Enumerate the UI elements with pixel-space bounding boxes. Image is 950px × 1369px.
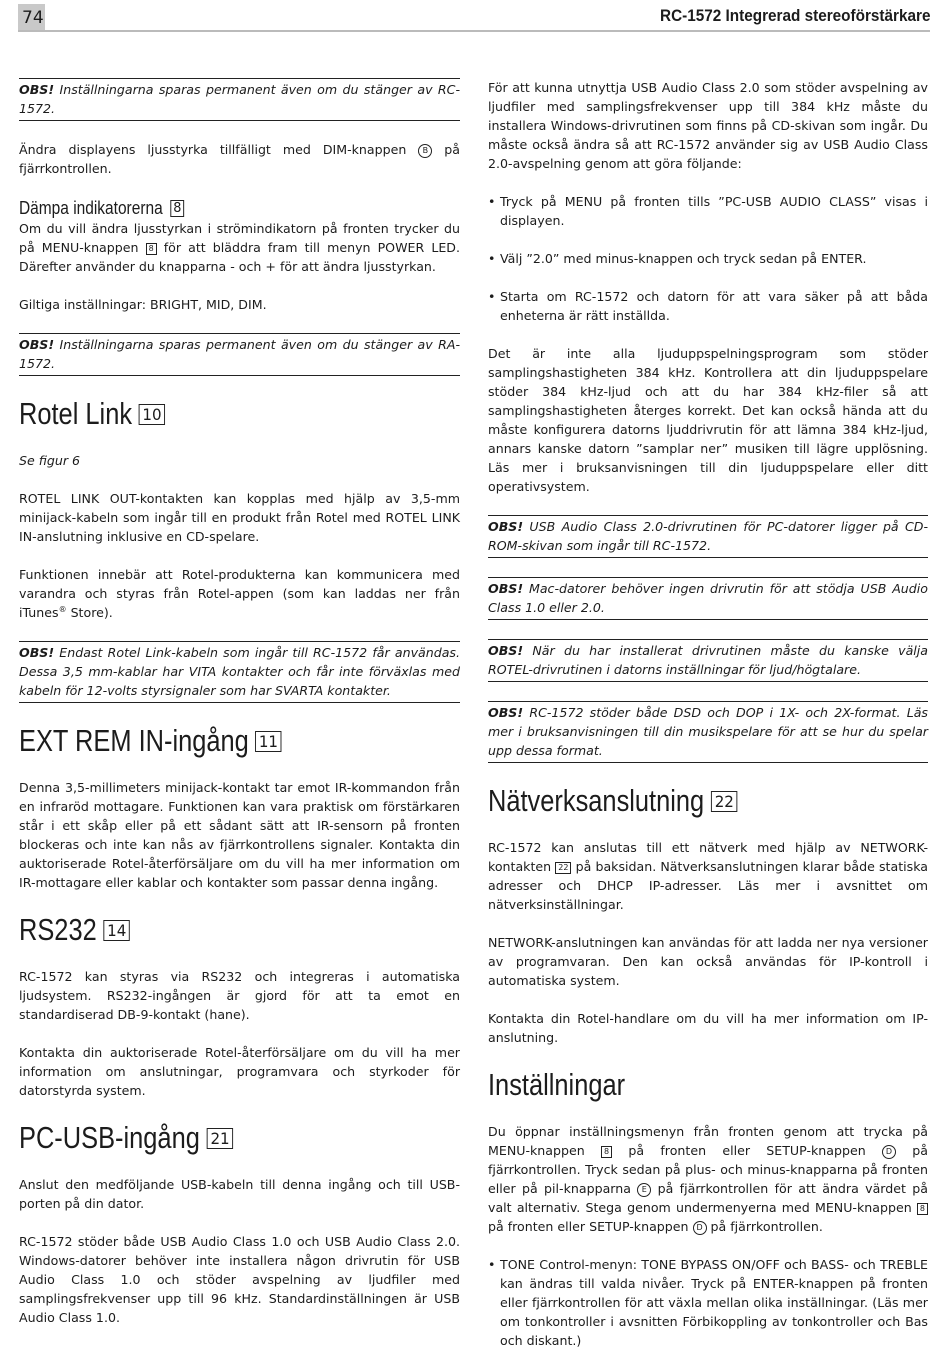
list-item xyxy=(488,1255,928,1350)
note-label: OBS! xyxy=(19,645,55,660)
rotel-link-heading xyxy=(19,395,381,433)
registered-mark: ® xyxy=(58,604,67,614)
list-item-text: Starta om RC-1572 och datorn för att vara säker på att båda enheterna är rätt inställda. xyxy=(500,289,928,323)
pc-usb-paragraph-2: RC-1572 stöder både USB Audio Class 1.0 och USB Audio Class 2.0. Windows-datorer behöver inte installera någon drivrutin för USB Audio Class 1.0 och stöder avspelning av ljudfiler med samplingsfrekvenser upp till 96 kHz. Standardinställningen är USB Audio Class 1.0. xyxy=(19,1234,460,1325)
settings-text: på fjärrkontrollen. Tryck sedan på plus- och minus-knapparna på fronten eller på pil-knapparna xyxy=(488,1143,928,1196)
network-paragraph-2: NETWORK-anslutningen kan användas för att ladda ner nya versioner av programvaran. Den kan också användas för IP-kontroll i automatiska system. xyxy=(488,935,928,988)
left-column xyxy=(19,78,460,1327)
note-text: Inställningarna sparas permanent även om du stänger av RA-1572. xyxy=(19,337,460,371)
front-key-8-icon: 8 xyxy=(146,243,157,255)
ext-rem-title: EXT REM IN-ingång xyxy=(19,723,249,758)
rear-connector-22-icon: 22 xyxy=(555,862,571,874)
callout-number-icon: 22 xyxy=(711,791,738,812)
note-text: Inställningarna sparas permanent även om du stänger av RC-1572. xyxy=(19,82,460,116)
note-label: OBS! xyxy=(19,82,55,97)
dampa-text-end: för att bläddra fram till menyn POWER LED. Därefter använder du knapparna - och + för att ändra ljusstyrkan. xyxy=(19,240,460,274)
note-label: OBS! xyxy=(488,643,524,658)
rs232-heading xyxy=(19,911,381,949)
front-key-8-icon: 8 xyxy=(917,1203,928,1215)
note-driver-cdrom xyxy=(488,515,928,558)
bullet-icon: • xyxy=(488,251,496,266)
list-item xyxy=(488,249,928,268)
pc-usb-title: PC-USB-ingång xyxy=(19,1120,200,1155)
callout-number-icon: 10 xyxy=(139,404,166,425)
list-item xyxy=(488,287,928,325)
settings-paragraph xyxy=(488,1122,928,1236)
note-label: OBS! xyxy=(488,581,524,596)
bullet-icon: • xyxy=(488,1257,496,1272)
front-key-8-icon: 8 xyxy=(601,1146,612,1158)
note-text: USB Audio Class 2.0-drivrutinen för PC-datorer ligger på CD-ROM-skivan som ingår till RC-1572. xyxy=(488,519,928,553)
note-dsd-dop xyxy=(488,701,928,763)
note-settings-rc xyxy=(19,78,460,121)
dampa-title: Dämpa indikatorerna xyxy=(19,198,163,218)
callout-number-icon: 8 xyxy=(170,200,184,217)
right-column xyxy=(488,78,928,1369)
see-figure: Se figur 6 xyxy=(19,453,81,468)
callout-number-icon: 14 xyxy=(103,920,130,941)
settings-title: Inställningar xyxy=(488,1067,626,1102)
dim-text: Ändra displayens ljusstyrka tillfälligt med DIM-knappen xyxy=(19,142,419,157)
remote-key-d-icon: D xyxy=(693,1221,707,1235)
note-settings-ra xyxy=(19,333,460,376)
network-heading xyxy=(488,782,849,820)
remote-key-e-icon: E xyxy=(637,1183,651,1197)
callout-number-icon: 11 xyxy=(255,731,282,752)
header-rule xyxy=(18,30,930,32)
dampa-text: Om du vill ändra ljusstyrkan i strömindikatorn på fronten trycker du på MENU-knappen xyxy=(19,221,460,255)
dampa-paragraph xyxy=(19,219,460,276)
note-text: RC-1572 stöder både DSD och DOP i 1X- och 2X-format. Läs mer i bruksanvisningen till din musikspelare för att se hur du spelar upp dessa format. xyxy=(488,705,928,758)
note-select-driver xyxy=(488,639,928,682)
ext-rem-paragraph: Denna 3,5-millimeters minijack-kontakt tar emot IR-kommandon från en infraröd mottagare. Funktionen kan vara praktisk om förstärkaren står i ett skåp eller på ett sådant sätt att IR-sensorn på fronten blockeras och inte kan nås av fjärrkontrollens signaler. Kontakta din auktoriserade Rotel-återförsäljare om du vill ha mer information om IR-mottagare eller kablar och kontakter som passar denna ingång. xyxy=(19,780,460,890)
pc-usb-paragraph-1: Anslut den medföljande USB-kabeln till denna ingång och till USB-porten på din dator. xyxy=(19,1177,460,1211)
rs232-paragraph-2: Kontakta din auktoriserade Rotel-återförsäljare om du vill ha mer information om anslutningar, programvara och styrkoder för datorstyrda system. xyxy=(19,1045,460,1098)
remote-key-d-icon: D xyxy=(882,1145,896,1159)
network-paragraph-3: Kontakta din Rotel-handlare om du vill ha mer information om IP-anslutning. xyxy=(488,1011,928,1045)
dim-text-end: på fjärrkontrollen. xyxy=(19,142,461,176)
bullet-icon: • xyxy=(488,289,496,304)
list-item-text: TONE Control-menyn: TONE BYPASS ON/OFF och BASS- och TREBLE kan ändras till valda nivåer. Tryck på ENTER-knappen på fronten eller fjärrkontrollen för att växla mellan olika inställningar. (Läs mer om tonkontroller i avsnitten Förbikoppling av tonkontroller och Bas och diskant.) xyxy=(500,1257,928,1348)
note-label: OBS! xyxy=(19,337,55,352)
note-label: OBS! xyxy=(488,519,524,534)
settings-text: på fjärrkontrollen. xyxy=(706,1219,823,1234)
network-title: Nätverksanslutning xyxy=(488,783,705,818)
rotel-paragraph-2 xyxy=(19,565,460,622)
note-text: Endast Rotel Link-kabeln som ingår till RC-1572 får användas. Dessa 3,5 mm-kablar har VITA kontakter och får inte förväxlas med kabeln för 12-volts styrsignaler som har SVARTA kontakter. xyxy=(19,645,460,698)
dim-paragraph xyxy=(19,140,460,178)
note-label: OBS! xyxy=(488,705,524,720)
settings-text: Du öppnar inställningsmenyn från fronten genom att trycka på MENU-knappen xyxy=(488,1124,928,1158)
dampa-heading xyxy=(19,197,398,219)
page-number: 74 xyxy=(18,4,45,31)
network-paragraph-1 xyxy=(488,838,928,914)
list-item-text: Tryck på MENU på fronten tills ”PC-USB AUDIO CLASS” visas i displayen. xyxy=(500,194,928,228)
note-text: Mac-datorer behöver ingen drivrutin för att stödja USB Audio Class 1.0 eller 2.0. xyxy=(488,581,928,615)
list-item-text: Välj ”2.0” med minus-knappen och tryck sedan på ENTER. xyxy=(500,251,867,266)
rs232-title: RS232 xyxy=(19,912,97,947)
callout-number-icon: 21 xyxy=(206,1128,233,1149)
rotel-text: Funktionen innebär att Rotel-produkterna kan kommunicera med varandra och styras från Rotel-appen (som kan laddas ner från iTunes xyxy=(19,567,460,620)
remote-key-b-icon: B xyxy=(418,144,432,158)
network-text: RC-1572 kan anslutas till ett nätverk med hjälp av NETWORK-kontakten xyxy=(488,840,928,874)
rotel-paragraph-1: ROTEL LINK OUT-kontakten kan kopplas med hjälp av 3,5-mm minijack-kabeln som ingår till en produkt från Rotel med ROTEL LINK IN-anslutning inklusive en CD-spelare. xyxy=(19,491,460,544)
usb-class2-paragraph: För att kunna utnyttja USB Audio Class 2.0 som stöder avspelning av ljudfiler med samplingsfrekvenser upp till 384 kHz måste du installera Windows-drivrutinen som finns på CD-skivan som ingår. Du måste också ändra så att RC-1572 använder sig av USB Audio Class 2.0-avspelning genom att göra följande: xyxy=(488,80,928,171)
pc-usb-heading xyxy=(19,1119,381,1157)
ext-rem-heading xyxy=(19,722,381,760)
settings-heading xyxy=(488,1066,849,1104)
list-item xyxy=(488,192,928,230)
valid-settings: Giltiga inställningar: BRIGHT, MID, DIM. xyxy=(19,297,267,312)
settings-text: på fjärrkontrollen för att ändra värdet på valt alternativ. Stega genom undermenyerna med MENU-knappen xyxy=(488,1181,928,1215)
bullet-icon: • xyxy=(488,194,496,209)
note-rotel-link-cable xyxy=(19,641,460,703)
network-text-end: på baksidan. Nätverksanslutningen klarar både statiska adresser och DHCP IP-adresser. Läs mer i avsnittet om nätverksinställningar. xyxy=(488,859,928,912)
note-text: När du har installerat drivrutinen måste du kanske välja ROTEL-drivrutinen i datorns inställningar för ljud/högtalare. xyxy=(488,643,928,677)
header-title: RC-1572 Integrerad stereoförstärkare xyxy=(659,6,930,25)
rs232-paragraph-1: RC-1572 kan styras via RS232 och integreras i automatiska ljudsystem. RS232-ingången är gjord för att ta emot en standardiserad DB-9-kontakt (hane). xyxy=(19,969,460,1022)
settings-text: på fronten eller SETUP-knappen xyxy=(488,1219,693,1234)
rotel-text-end: Store). xyxy=(66,605,113,620)
sample-rate-paragraph: Det är inte alla ljuduppspelningsprogram som stöder samplingshastigheten 384 kHz. Kontrollera att din ljuduppspelare stöder 384 kHz-ljud och att du har 384 kHz-filer så att samplingshastigheten återges korrekt. Det kan också hända att du måste konfigurera datorns ljuddrivrutin för att lämna 384 kHz-ljud, annars kanske datorn ”samplar ner” musiken till lägre upplösning. Läs mer i bruksanvisningen till din ljuduppspelare eller ditt operativsystem. xyxy=(488,346,928,494)
rotel-link-title: Rotel Link xyxy=(19,396,133,431)
note-mac xyxy=(488,577,928,620)
settings-text: på fronten eller SETUP-knappen xyxy=(612,1143,882,1158)
